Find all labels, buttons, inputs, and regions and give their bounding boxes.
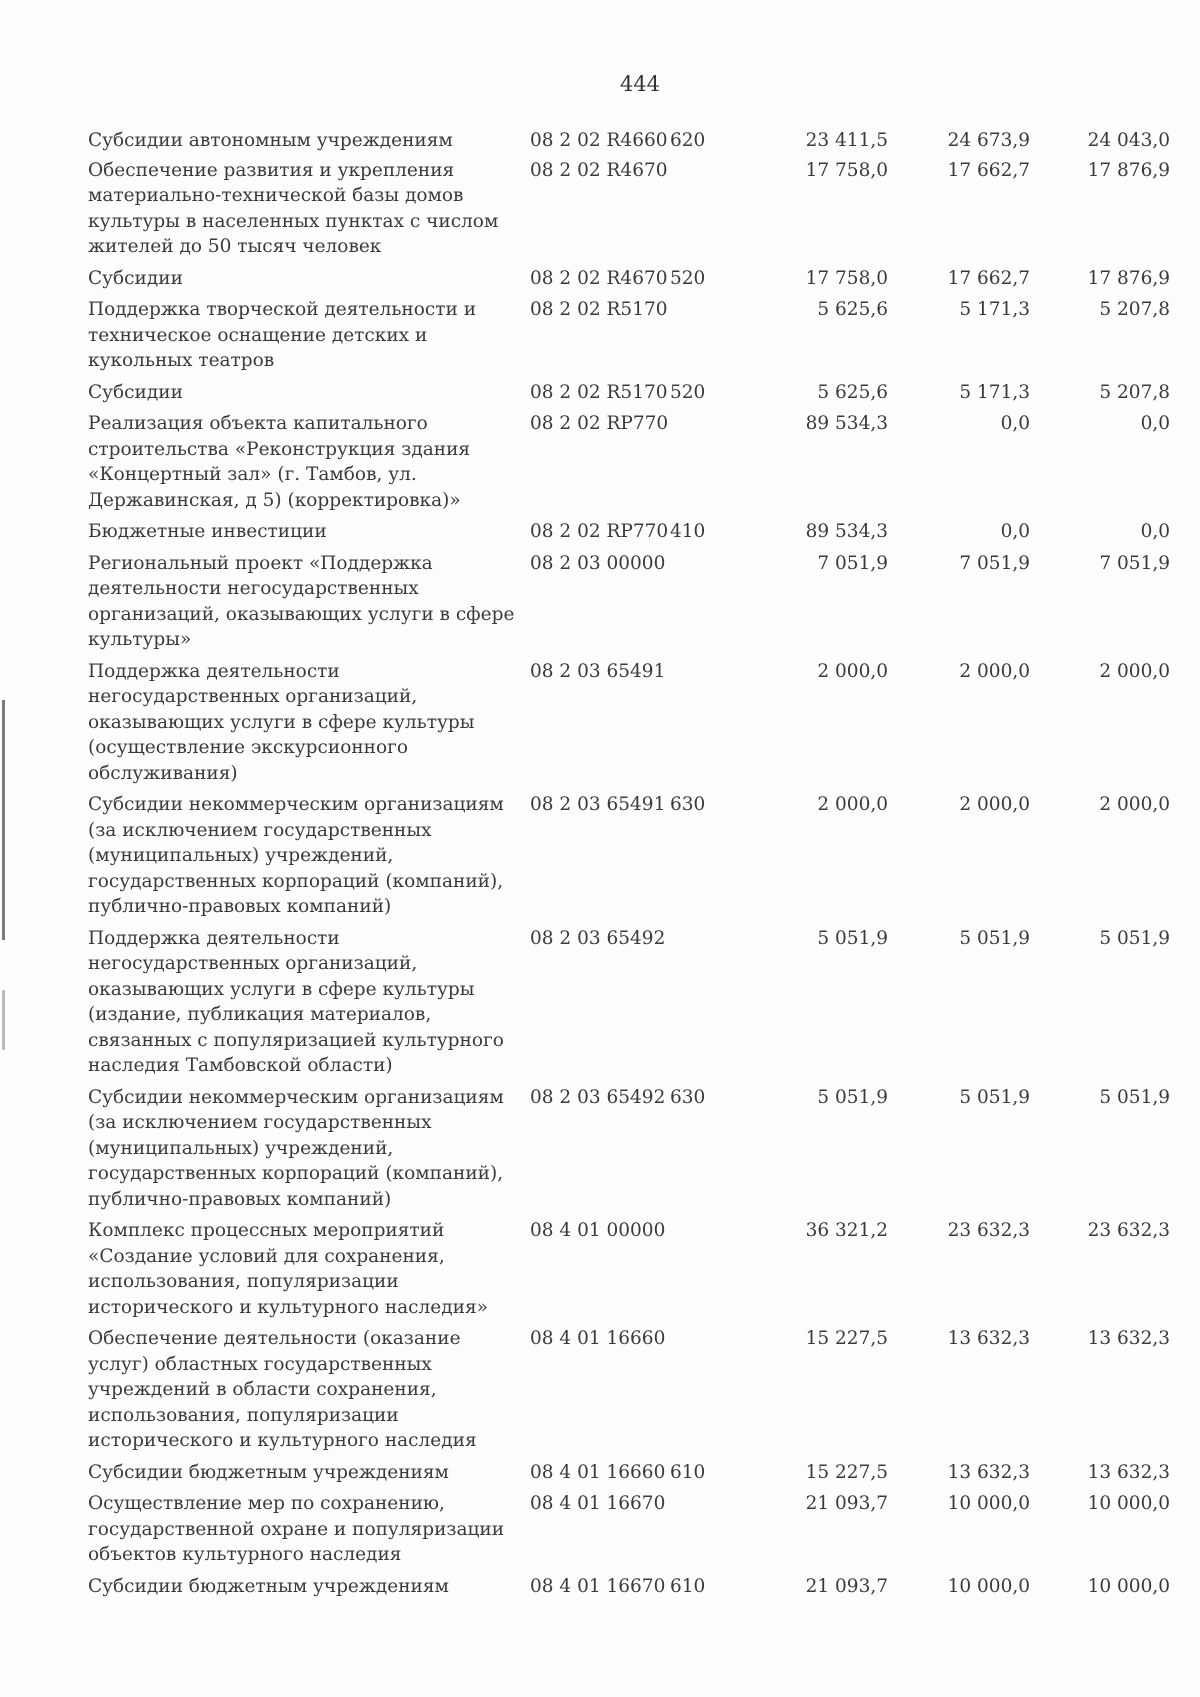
table-row [88,926,1188,1079]
row-value-3: 17 876,9 [1087,159,1170,181]
row-code: 08 2 03 65492 [530,1086,666,1108]
row-type: 610 [670,1575,706,1597]
row-value-2: 24 673,9 [947,130,1030,151]
row-value-3: 5 207,8 [1099,299,1170,320]
row-name: Субсидии некоммерческим организациям (за исключением государственных (муниципальных) учреждений, государственных корпораций (компаний), публично-правовых компаний) [88,1086,504,1210]
row-type: 630 [670,794,706,815]
scan-artifact [2,990,5,1050]
row-value-3: 10 000,0 [1087,1575,1170,1597]
row-name: Региональный проект «Поддержка деятельности негосударственных организаций, оказывающих услуги в сфере культуры» [88,552,515,650]
row-name: Субсидии некоммерческим организациям (за исключением государственных (муниципальных) учреждений, государственных корпораций (компаний), публично-правовых компаний) [88,794,504,917]
row-code: 08 2 02 R5170 [530,381,668,403]
row-value-2: 13 632,3 [947,1461,1030,1483]
row-code: 08 2 03 65491 [530,660,666,682]
row-value-1: 5 625,6 [817,299,888,320]
page-number: 444 [619,72,661,96]
row-name: Субсидии бюджетным учреждениям [88,1575,449,1597]
row-code: 08 4 01 16670 [530,1575,666,1597]
row-name: Поддержка деятельности негосударственных организаций, оказывающих услуги в сфере культуры (издание, публикация материалов, связанных с популяризацией культурного наследия Тамбовской области) [88,927,504,1076]
row-value-2: 5 171,3 [959,381,1030,403]
row-type: 520 [670,267,706,289]
table-row [88,1574,1188,1600]
row-value-3: 24 043,0 [1087,130,1170,151]
row-value-2: 5 051,9 [959,1086,1030,1108]
table-row [88,380,1188,406]
table-row [88,792,1188,920]
table-row [88,297,1188,374]
row-name: Субсидии [88,267,183,289]
row-code: 08 2 02 RP770 [530,413,669,434]
row-type: 520 [670,381,706,403]
row-value-2: 2 000,0 [959,794,1030,815]
row-value-3: 7 051,9 [1099,552,1170,574]
row-code: 08 2 03 65492 [530,927,666,949]
row-name: Обеспечение развития и укрепления материально-технической базы домов культуры в населенных пунктах с числом жителей до 50 тысяч человек [88,159,499,257]
row-value-3: 13 632,3 [1087,1461,1170,1483]
row-code: 08 2 02 R5170 [530,299,668,320]
table-row [88,266,1188,292]
row-code: 08 4 01 00000 [530,1220,666,1241]
budget-table [88,128,1188,1599]
row-name: Субсидии [88,381,183,403]
table-row [88,411,1188,513]
row-code: 08 2 03 00000 [530,552,666,574]
row-value-1: 89 534,3 [805,521,888,542]
row-value-3: 0,0 [1140,413,1170,434]
row-value-2: 10 000,0 [947,1493,1030,1514]
row-value-1: 21 093,7 [805,1575,888,1597]
row-value-1: 2 000,0 [817,660,888,682]
row-value-3: 23 632,3 [1087,1220,1170,1241]
row-type: 610 [670,1461,706,1483]
row-value-1: 5 051,9 [817,1086,888,1108]
row-type: 410 [670,521,706,542]
row-value-3: 5 051,9 [1099,927,1170,949]
row-value-2: 2 000,0 [959,660,1030,682]
row-value-3: 10 000,0 [1087,1493,1170,1514]
row-value-1: 36 321,2 [805,1220,888,1241]
table-row [88,1491,1188,1568]
row-code: 08 2 02 R4660 [530,130,668,151]
row-value-1: 21 093,7 [805,1493,888,1514]
row-value-2: 7 051,9 [959,552,1030,574]
row-value-2: 0,0 [1000,413,1030,434]
row-name: Субсидии автономным учреждениям [88,130,453,151]
row-value-2: 10 000,0 [947,1575,1030,1597]
table-row [88,1326,1188,1454]
row-value-3: 0,0 [1140,521,1170,542]
row-code: 08 2 02 R4670 [530,267,668,289]
row-value-1: 2 000,0 [817,794,888,815]
table-row [88,519,1188,545]
row-code: 08 4 01 16660 [530,1328,666,1349]
table-row [88,1085,1188,1213]
row-code: 08 4 01 16670 [530,1493,666,1514]
row-name: Осуществление мер по сохранению, государственной охране и популяризации объектов культурного наследия [88,1493,505,1565]
table-row [88,128,1188,154]
row-value-2: 0,0 [1000,521,1030,542]
row-name: Обеспечение деятельности (оказание услуг) областных государственных учреждений в области сохранения, использования, популяризации исторического и культурного наследия [88,1328,477,1451]
row-value-2: 5 171,3 [959,299,1030,320]
row-value-1: 17 758,0 [805,267,888,289]
row-name: Поддержка деятельности негосударственных организаций, оказывающих услуги в сфере культуры (осуществление экскурсионного обслуживания) [88,660,475,784]
table-row [88,1460,1188,1486]
row-type: 620 [670,130,706,151]
row-name: Поддержка творческой деятельности и техническое оснащение детских и кукольных театров [88,299,477,371]
row-value-1: 89 534,3 [805,413,888,434]
row-value-2: 5 051,9 [959,927,1030,949]
table-row [88,551,1188,653]
table-row [88,1218,1188,1320]
row-value-3: 2 000,0 [1099,660,1170,682]
row-value-2: 17 662,7 [947,267,1030,289]
scan-artifact [2,700,5,940]
row-value-3: 5 051,9 [1099,1086,1170,1108]
row-code: 08 2 03 65491 [530,794,666,815]
row-value-1: 5 625,6 [817,381,888,403]
row-code: 08 4 01 16660 [530,1461,666,1483]
row-name: Комплекс процессных мероприятий «Создание условий для сохранения, использования, популяризации исторического и культурного наследия» [88,1220,488,1318]
table-row [88,659,1188,787]
row-value-3: 13 632,3 [1087,1328,1170,1349]
row-value-1: 23 411,5 [805,130,888,151]
row-type: 630 [670,1086,706,1108]
row-value-1: 17 758,0 [805,159,888,181]
row-value-2: 23 632,3 [947,1220,1030,1241]
row-name: Бюджетные инвестиции [88,521,327,542]
row-code: 08 2 02 RP770 [530,521,669,542]
row-value-2: 13 632,3 [947,1328,1030,1349]
row-code: 08 2 02 R4670 [530,159,668,181]
row-name: Субсидии бюджетным учреждениям [88,1461,449,1483]
row-value-3: 5 207,8 [1099,381,1170,403]
row-value-1: 15 227,5 [805,1461,888,1483]
row-value-1: 15 227,5 [805,1328,888,1349]
row-value-1: 7 051,9 [817,552,888,574]
table-row [88,158,1188,260]
row-value-2: 17 662,7 [947,159,1030,181]
row-value-3: 17 876,9 [1087,267,1170,289]
row-name: Реализация объекта капитального строительства «Реконструкция здания «Концертный зал» (г. Тамбов, ул. Державинская, д 5) (корректировка)» [88,413,471,511]
row-value-1: 5 051,9 [817,927,888,949]
row-value-3: 2 000,0 [1099,794,1170,815]
